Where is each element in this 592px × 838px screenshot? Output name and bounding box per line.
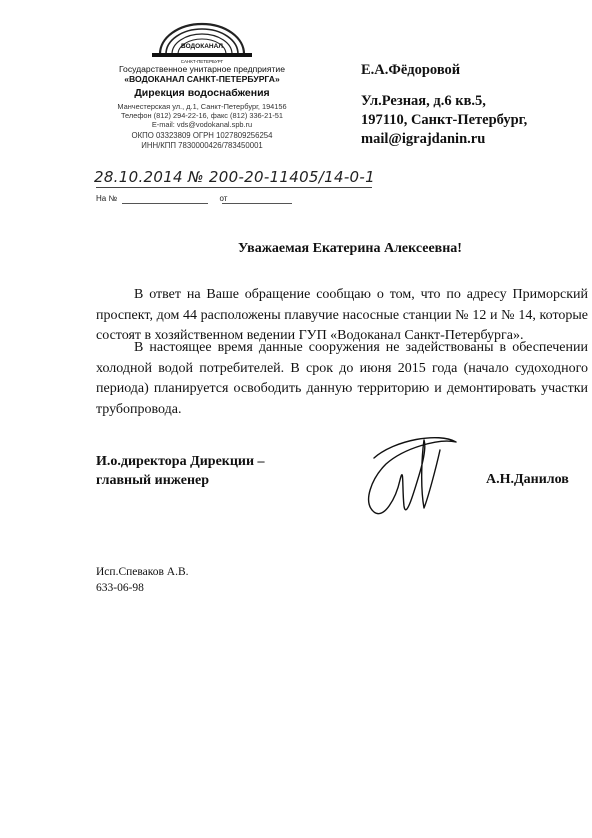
reference-number-line [122, 203, 208, 204]
logo-subtext: САНКТ-ПЕТЕРБУРГ [180, 59, 224, 64]
logo-text: ВОДОКАНАЛ [181, 43, 223, 50]
registration-number: 28.10.2014 № 200-20-11405/14-0-1 [94, 168, 375, 186]
division-name: Дирекция водоснабжения [134, 87, 270, 99]
org-type: Государственное унитарное предприятие [118, 64, 286, 74]
org-okpo: ОКПО 03323809 ОГРН 1027809256254 [131, 131, 273, 140]
reference-line [96, 194, 227, 203]
signer-title-line-1: И.о.директора Дирекции – [96, 454, 265, 469]
executor-name: Исп.Спеваков А.В. [96, 566, 189, 578]
org-email: E-mail: vds@vodokanal.spb.ru [151, 120, 253, 129]
org-phone: Телефон (812) 294-22-16, факс (812) 336-21-51 [120, 111, 284, 120]
executor-phone: 633-06-98 [96, 582, 144, 594]
recipient-street: Ул.Резная, д.6 кв.5, [361, 93, 486, 109]
org-name: «ВОДОКАНАЛ САНКТ-ПЕТЕРБУРГА» [124, 74, 280, 84]
body-paragraph-2: В настоящее время данные сооружения не задействованы в обеспечении холодной водой потребителей. В срок до июня 2015 года (начало судоходного периода) планируется освободить данную территорию и демонтировать участки трубопровода. [96, 340, 588, 417]
reference-date-line [222, 203, 292, 204]
org-address: Манчестерская ул., д.1, Санкт-Петербург, 194156 [117, 102, 287, 111]
reference-from-label: от [219, 194, 228, 203]
recipient-city: 197110, Санкт-Петербург, [361, 112, 528, 128]
reference-label: На № [96, 194, 118, 203]
recipient-mail: mail@igrajdanin.ru [361, 131, 486, 147]
salutation: Уважаемая Екатерина Алексеевна! [238, 241, 462, 256]
recipient-name: Е.А.Фёдоровой [361, 62, 461, 78]
body-paragraph-1: В ответ на Ваше обращение сообщаю о том, что по адресу Приморский проспект, дом 44 расположены плавучие насосные станции № 12 и № 14, которые состоят в хозяйственном ведении ГУП «Водоканал Санкт-Петербурга». [96, 287, 588, 343]
handwritten-signature [344, 428, 464, 524]
org-inn: ИНН/КПП 7830000426/783450001 [141, 141, 263, 150]
signer-name: А.Н.Данилов [486, 472, 569, 487]
registration-underline [96, 187, 372, 188]
vodokanal-logo [152, 22, 252, 64]
signer-title-line-2: главный инженер [96, 473, 210, 488]
